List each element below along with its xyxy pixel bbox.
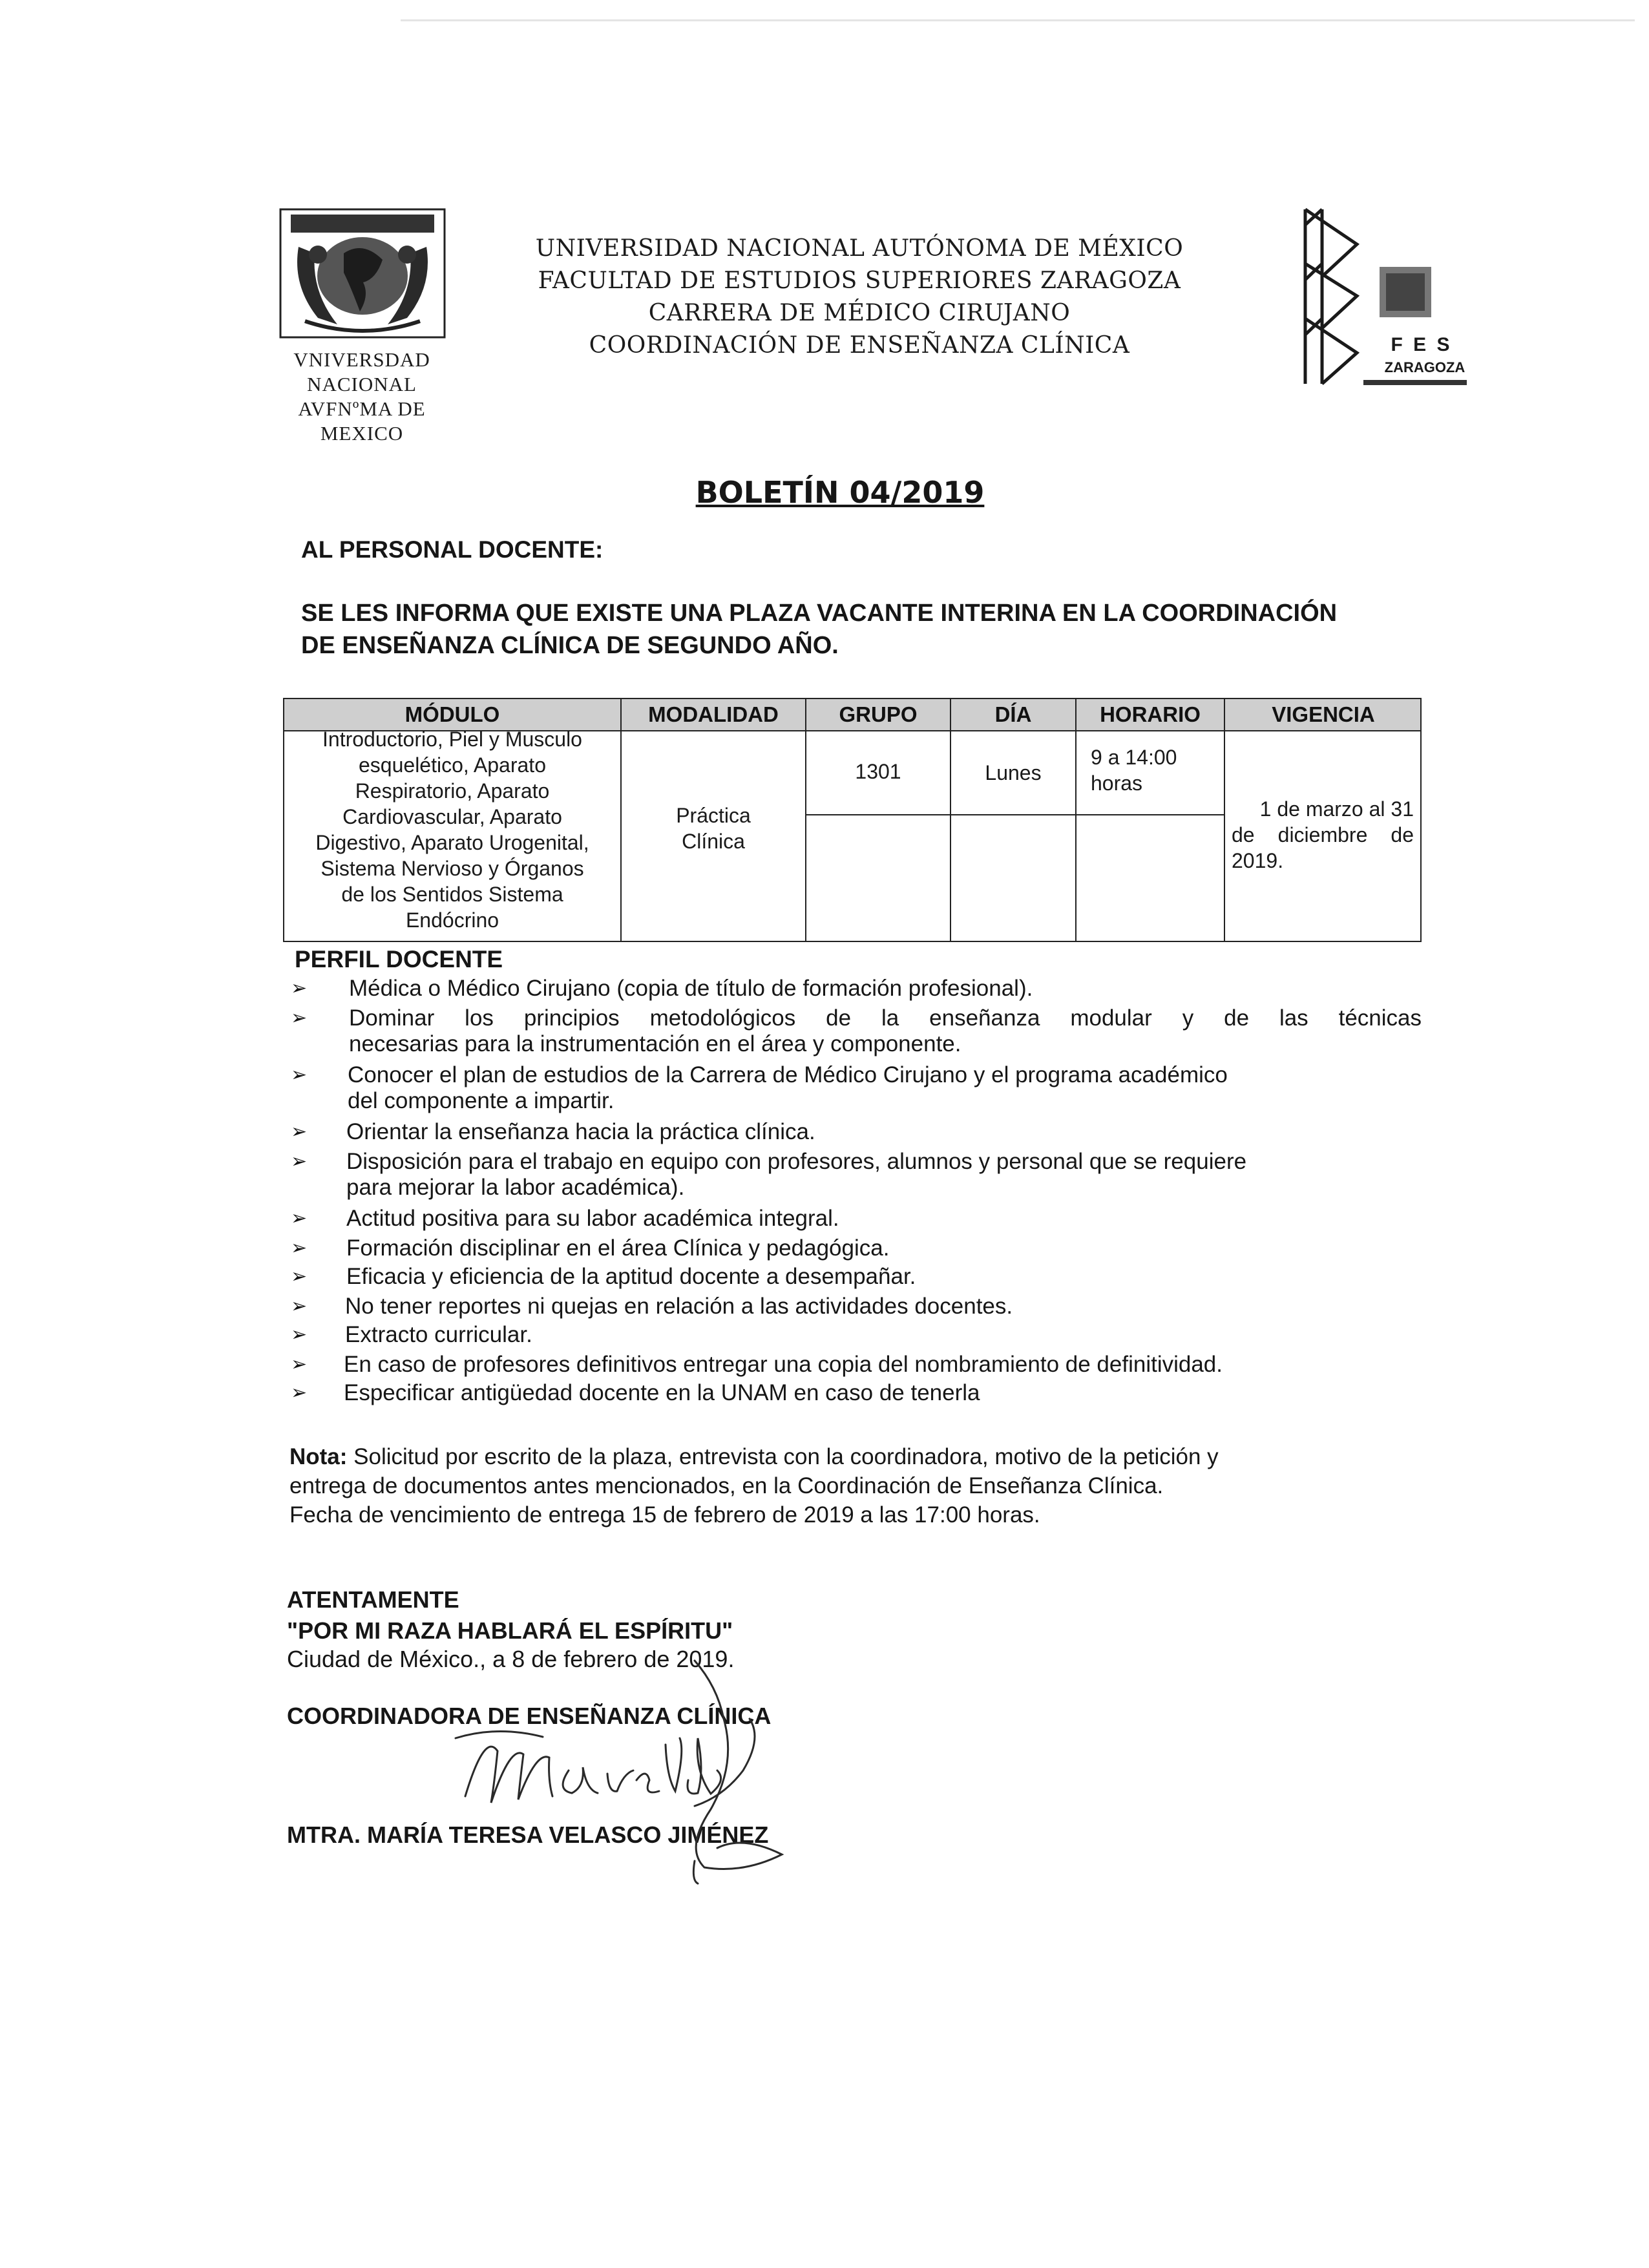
header-vigencia: VIGENCIA [1272, 702, 1375, 726]
nota-block [289, 1442, 1440, 1529]
header-dia: DÍA [994, 702, 1032, 726]
heading-line-faculty: FACULTAD DE ESTUDIOS SUPERIORES ZARAGOZA [538, 268, 1181, 294]
heading-line-university: UNIVERSIDAD NACIONAL AUTÓNOMA DE MÉXICO [535, 235, 1184, 262]
cell-grupo: 1301 [855, 760, 901, 783]
header-modalidad: MODALIDAD [648, 702, 779, 726]
cell-horario: 9 a 14:00 horas [1091, 746, 1177, 795]
arrow-bullet-icon: ➢ [291, 1151, 308, 1172]
list-item: Dominar los principios metodológicos de la enseñanza modular y de las técnicas [349, 1005, 1422, 1031]
vacancy-table [283, 698, 1422, 942]
arrow-bullet-icon: ➢ [291, 1266, 308, 1287]
cell-modalidad: Práctica Clínica [676, 804, 751, 853]
handwritten-signature-icon [439, 1641, 801, 1887]
list-item: Eficacia y eficiencia de la aptitud docente a desempañar. [346, 1264, 916, 1289]
list-item: Médica o Médico Cirujano (copia de título de formación profesional). [349, 976, 1033, 1001]
announcement: SE LES INFORMA QUE EXISTE UNA PLAZA VACANTE INTERINA EN LA COORDINACIÓN DE ENSEÑANZA CLÍNICA DE SEGUNDO AÑO. [301, 600, 1338, 659]
signer-role: COORDINADORA DE ENSEÑANZA CLÍNICA [287, 1703, 772, 1729]
cell-vigencia: 1 de marzo al 31 de diciembre de 2019. [1232, 797, 1414, 872]
cell-dia: Lunes [985, 761, 1042, 784]
signer-name: MTRA. MARÍA TERESA VELASCO JIMÉNEZ [287, 1822, 769, 1848]
arrow-bullet-icon: ➢ [291, 1324, 308, 1345]
list-item: Disposición para el trabajo en equipo con profesores, alumnos y personal que se requiere [346, 1149, 1247, 1174]
list-item: Conocer el plan de estudios de la Carrera de Médico Cirujano y el programa académico [348, 1062, 1228, 1087]
list-item: No tener reportes ni quejas en relación a las actividades docentes. [345, 1294, 1013, 1319]
list-item: Extracto curricular. [345, 1322, 532, 1347]
place-date: Ciudad de México., a 8 de febrero de 2019. [287, 1646, 735, 1672]
header-grupo: GRUPO [839, 702, 918, 726]
col-divider [950, 699, 951, 941]
heading-line-coordination: COORDINACIÓN DE ENSEÑANZA CLÍNICA [589, 332, 1130, 359]
scan-artifact-line [401, 19, 1635, 21]
zaragoza-logo-text: ZARAGOZA [1384, 359, 1465, 375]
arrow-bullet-icon: ➢ [291, 1237, 308, 1259]
institution-heading [478, 233, 1241, 362]
header-modulo: MÓDULO [404, 702, 500, 726]
list-item: Orientar la enseñanza hacia la práctica clínica. [346, 1119, 815, 1144]
arrow-bullet-icon: ➢ [291, 978, 308, 999]
fes-logo-text: F E S [1391, 334, 1453, 355]
arrow-bullet-icon: ➢ [291, 1208, 308, 1229]
col-divider [1075, 699, 1077, 941]
col-divider [805, 699, 806, 941]
greeting: AL PERSONAL DOCENTE: [301, 536, 604, 563]
fes-zaragoza-logo-icon [1292, 205, 1471, 388]
list-item: Formación disciplinar en el área Clínica y pedagógica. [346, 1235, 890, 1261]
row-divider [805, 814, 1224, 815]
unam-seal-icon [279, 208, 446, 339]
arrow-bullet-icon: ➢ [291, 1064, 308, 1086]
arrow-bullet-icon: ➢ [291, 1007, 308, 1029]
nota-label: Nota: [289, 1444, 348, 1469]
arrow-bullet-icon: ➢ [291, 1382, 308, 1403]
header-horario: HORARIO [1100, 702, 1201, 726]
list-item: Actitud positiva para su labor académica integral. [346, 1206, 839, 1231]
motto: "POR MI RAZA HABLARÁ EL ESPÍRITU" [287, 1617, 733, 1644]
arrow-bullet-icon: ➢ [291, 1121, 308, 1142]
list-item-cont: del componente a impartir. [348, 1088, 614, 1113]
heading-line-career: CARRERA DE MÉDICO CIRUJANO [648, 300, 1071, 326]
arrow-bullet-icon: ➢ [291, 1354, 308, 1375]
col-divider [1224, 699, 1225, 941]
nota-text: Solicitud por escrito de la plaza, entrevista con la coordinadora, motivo de la petición y [347, 1444, 1219, 1469]
unam-seal-caption: VNIVERSDAD NACIONAL AVFNºMA DE MEXICO [293, 348, 430, 445]
perfil-title: PERFIL DOCENTE [295, 946, 503, 972]
list-item-cont: necesarias para la instrumentación en el área y componente. [349, 1031, 961, 1056]
bulletin-title: BOLETÍN 04/2019 [695, 475, 985, 510]
list-item: Especificar antigüedad docente en la UNAM en caso de tenerla [344, 1380, 980, 1405]
nota-deadline: Fecha de vencimiento de entrega 15 de febrero de 2019 a las 17:00 horas. [289, 1502, 1040, 1528]
nota-text-2: entrega de documentos antes mencionados, en la Coordinación de Enseñanza Clínica. [289, 1473, 1164, 1498]
cell-modulo: Introductorio, Piel y Musculo esquelético, Aparato Respiratorio, Aparato Cardiovascular, Aparato Digestivo, Aparato Urogenital, Sistema Nervioso y Órganos de los Sentidos Sistema Endócrino [315, 728, 589, 932]
list-item: En caso de profesores definitivos entregar una copia del nombramiento de definitividad. [344, 1352, 1223, 1377]
list-item-cont: para mejorar la labor académica). [346, 1175, 685, 1200]
atentamente: ATENTAMENTE [287, 1586, 459, 1613]
arrow-bullet-icon: ➢ [291, 1296, 308, 1317]
